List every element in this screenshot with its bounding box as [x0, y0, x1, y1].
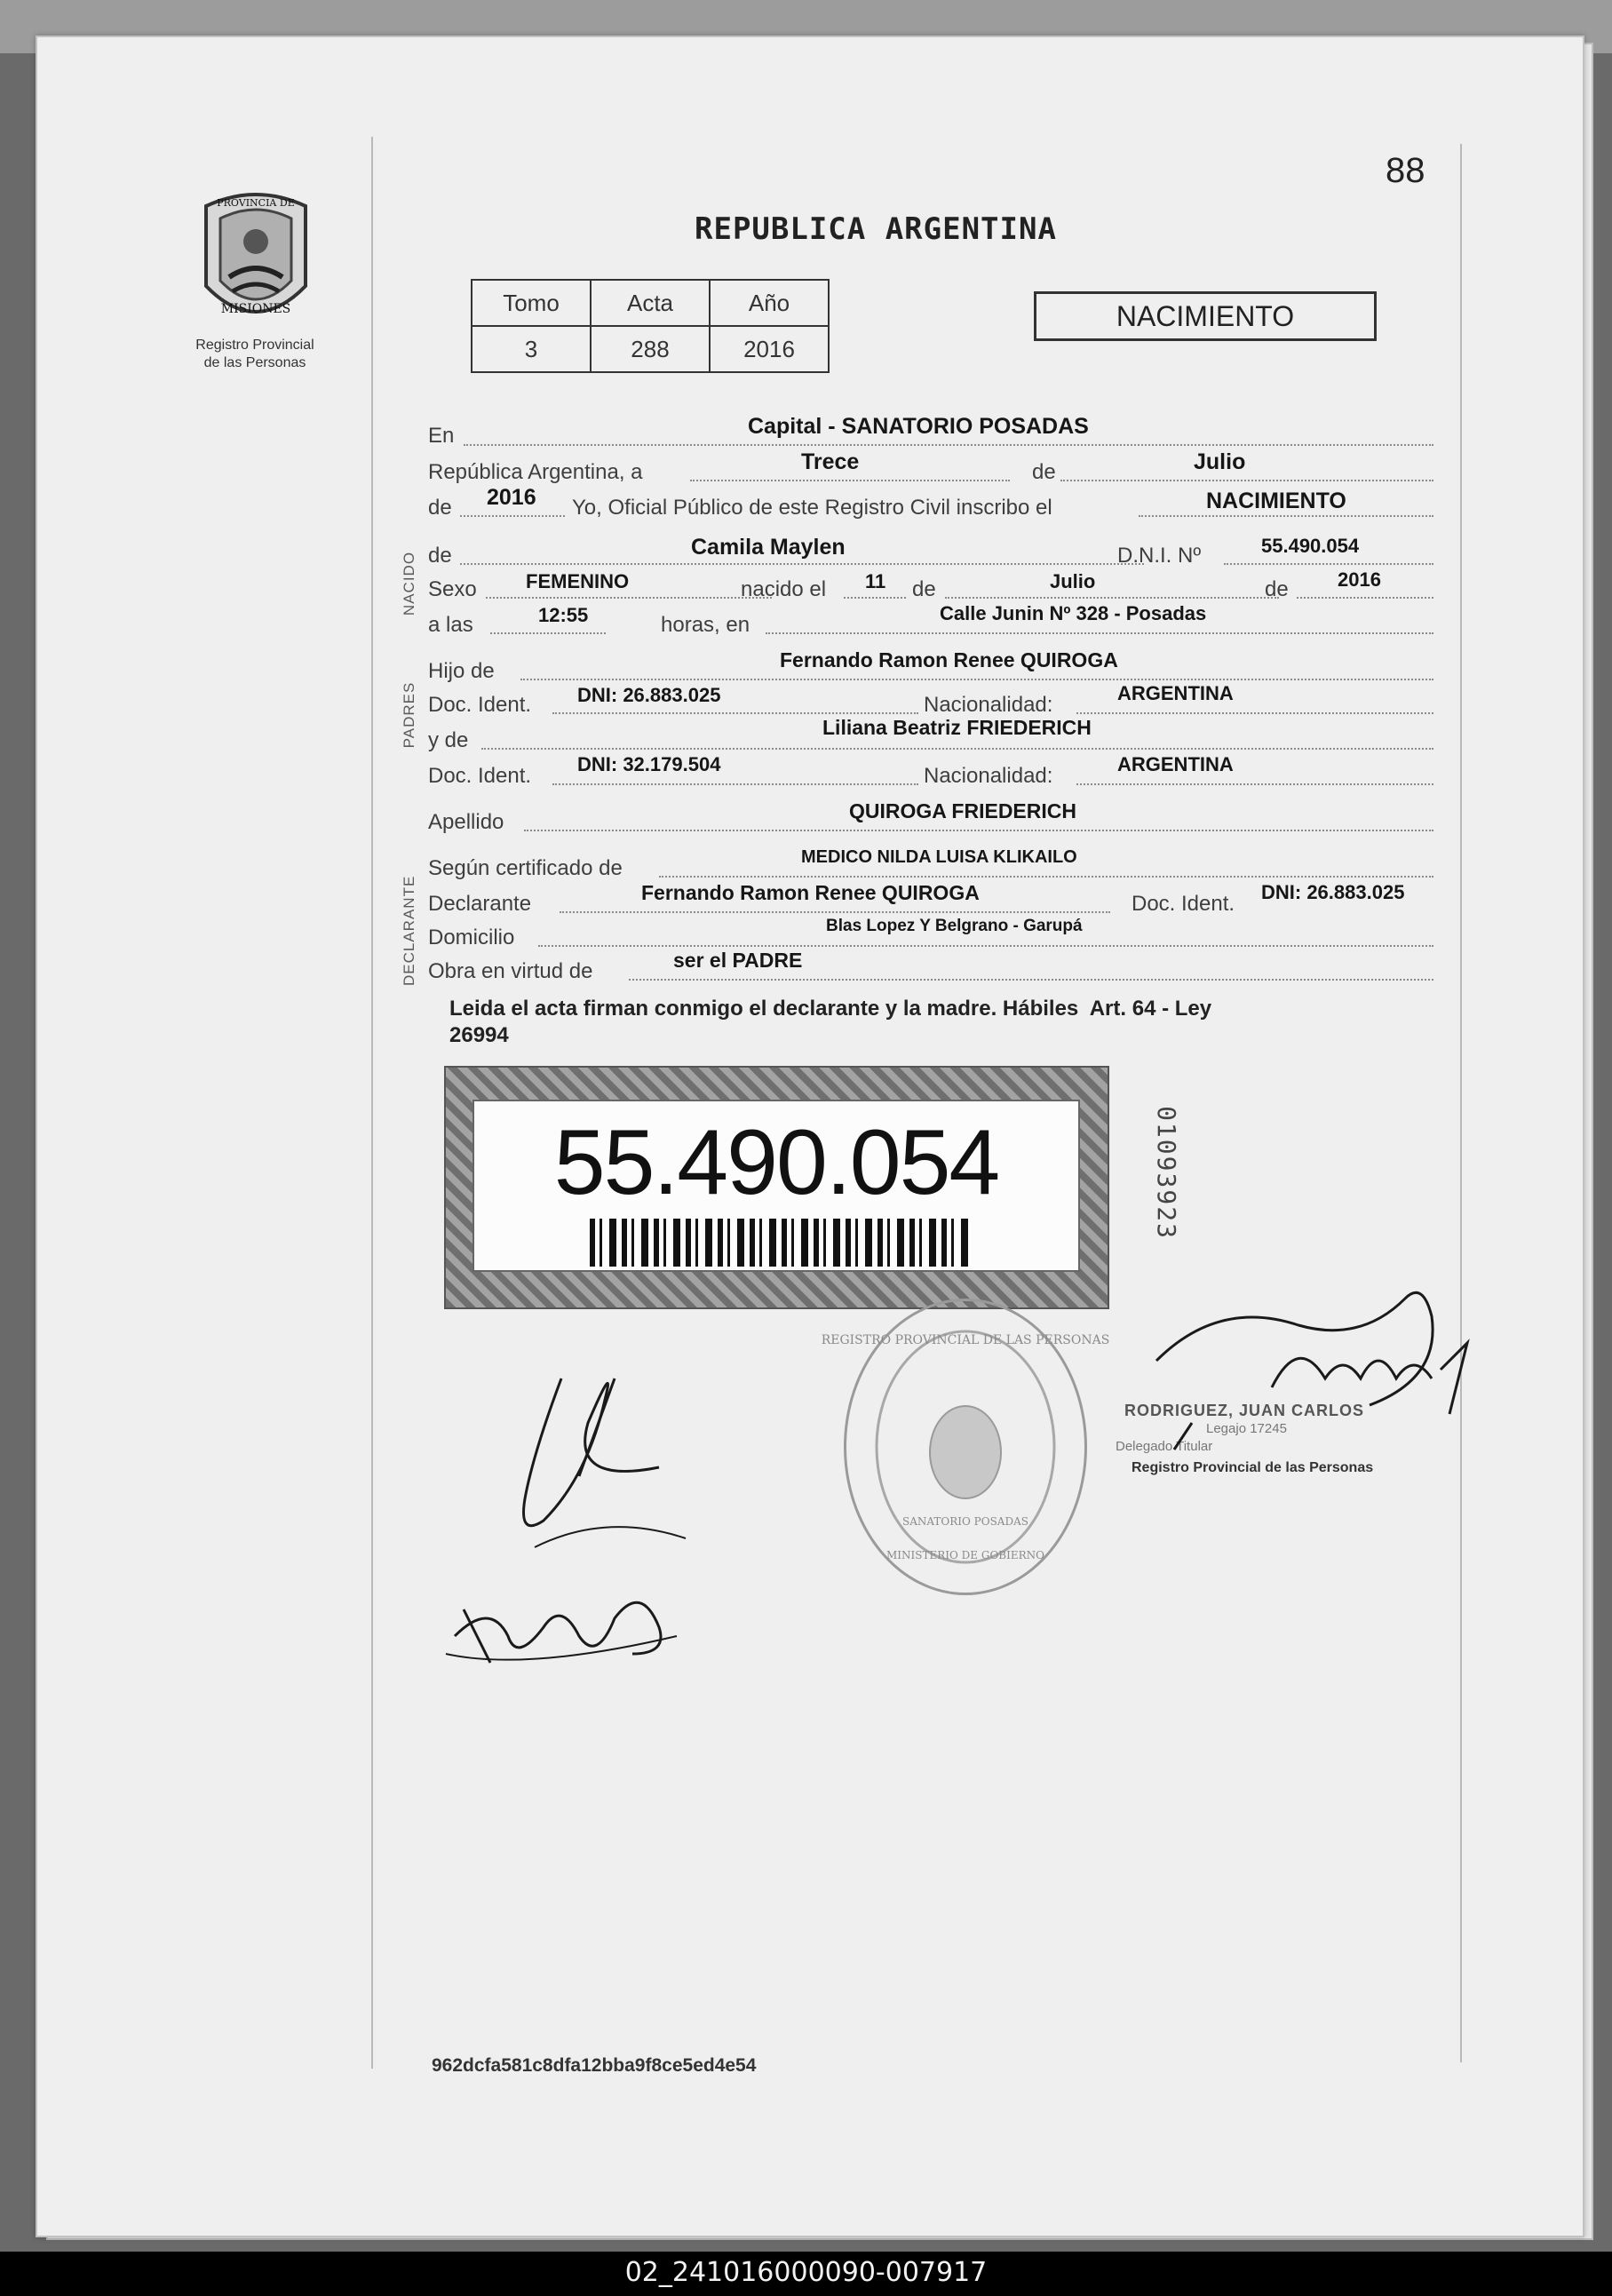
institution-line-1: Registro Provincial [195, 338, 314, 353]
value-hora: 12:55 [538, 604, 589, 626]
registry-table [471, 279, 830, 373]
label-nacionalidad-padre: Nacionalidad: [924, 693, 1053, 717]
value-dia-nac: 11 [865, 570, 886, 592]
label-de-name: de [428, 544, 452, 568]
value-lugar: Capital - SANATORIO POSADAS [748, 414, 1089, 439]
dots [486, 597, 772, 599]
footer-id: 02_241016000090-007917 [624, 2257, 988, 2288]
value-declarante-doc: DNI: 26.883.025 [1261, 881, 1405, 903]
seal-inner-text: SANATORIO POSADAS [902, 1515, 1028, 1528]
side-label-declarante: DECLARANTE [401, 875, 417, 986]
dots [524, 830, 1433, 831]
value-domicilio: Blas Lopez Y Belgrano - Garupá [826, 917, 1083, 935]
label-doc-ident-padre: Doc. Ident. [428, 693, 532, 717]
closing-text-line-2: 26994 [449, 1023, 509, 1047]
header-anio: Año [710, 280, 829, 326]
dots [844, 597, 906, 599]
stamp-line-4: Registro Provincial de las Personas [1132, 1460, 1374, 1475]
dots [1060, 480, 1433, 481]
logo-top-text: PROVINCIA DE [217, 197, 295, 209]
label-y-de: y de [428, 728, 469, 752]
page-number: 88 [1386, 151, 1425, 190]
coat-of-arms-logo [194, 188, 318, 330]
value-lugar-nac: Calle Junin Nº 328 - Posadas [940, 602, 1207, 624]
document-title: REPUBLICA ARGENTINA [695, 211, 1057, 247]
value-sexo: FEMENINO [526, 570, 630, 592]
dots [520, 679, 1433, 680]
value-nombre: Camila Maylen [691, 535, 846, 560]
dots [538, 945, 1433, 947]
left-margin-line [371, 137, 373, 2069]
barcode [590, 1219, 972, 1267]
label-de-month: de [1032, 460, 1056, 484]
side-label-nacido: NACIDO [401, 551, 417, 616]
dots [460, 563, 1144, 565]
value-padre-nac: ARGENTINA [1117, 682, 1234, 704]
dots [1076, 783, 1433, 785]
value-acta: 288 [591, 326, 710, 372]
header-tomo: Tomo [472, 280, 591, 326]
side-label-padres: PADRES [401, 681, 417, 749]
value-anio: 2016 [710, 326, 829, 372]
dots [1297, 597, 1433, 599]
dots [690, 480, 1010, 481]
label-hijo-de: Hijo de [428, 659, 495, 683]
dots [552, 783, 918, 785]
declarant-signature [481, 1343, 712, 1565]
round-seal [821, 1299, 1110, 1595]
label-doc-ident-madre: Doc. Ident. [428, 764, 532, 788]
dots [464, 444, 1433, 446]
label-domicilio: Domicilio [428, 926, 515, 949]
dots [766, 632, 1433, 634]
value-padre: Fernando Ramon Renee QUIROGA [780, 648, 1118, 671]
value-mes-nac: Julio [1050, 570, 1096, 592]
value-padre-doc: DNI: 26.883.025 [577, 684, 721, 706]
value-anio-nac: 2016 [1338, 568, 1381, 591]
dots [1224, 563, 1433, 565]
dni-sticker [444, 1066, 1109, 1309]
label-dni: D.N.I. Nº [1117, 544, 1202, 568]
value-certificado: MEDICO NILDA LUISA KLIKAILO [801, 847, 1077, 867]
document-hash: 962dcfa581c8dfa12bba9f8ce5ed4e54 [432, 2055, 757, 2076]
label-republica: República Argentina, a [428, 460, 643, 484]
value-apellido: QUIROGA FRIEDERICH [849, 799, 1076, 822]
label-horas-en: horas, en [661, 613, 750, 637]
certificate-sheet [36, 36, 1584, 2237]
mother-signature [437, 1547, 695, 1680]
label-obra: Obra en virtud de [428, 959, 593, 983]
label-de-anio: de [1265, 577, 1289, 601]
label-oficial: Yo, Oficial Público de este Registro Civil inscribo el [572, 496, 1052, 520]
seal-bottom-text: MINISTERIO DE GOBIERNO [886, 1549, 1044, 1561]
label-segun: Según certificado de [428, 856, 623, 880]
dots [629, 979, 1433, 981]
value-acto: NACIMIENTO [1206, 489, 1346, 513]
value-declarante: Fernando Ramon Renee QUIROGA [641, 881, 980, 904]
value-madre-nac: ARGENTINA [1117, 753, 1234, 775]
dots [490, 632, 606, 634]
seal-ring-text: REGISTRO PROVINCIAL DE LAS PERSONAS [821, 1333, 1110, 1347]
header-acta: Acta [591, 280, 710, 326]
closing-text-line-1: Leida el acta firman conmigo el declarante y la madre. Hábiles Art. 64 - Ley [449, 997, 1212, 1021]
label-en: En [428, 424, 455, 448]
logo-bottom-text: MISIONES [220, 302, 291, 316]
dots [1076, 712, 1433, 714]
value-tomo: 3 [472, 326, 591, 372]
dots [560, 911, 1110, 913]
institution-line-2: de las Personas [203, 355, 306, 370]
value-mes: Julio [1194, 449, 1246, 474]
sticker-label [472, 1100, 1080, 1272]
value-madre: Liliana Beatriz FRIEDERICH [822, 716, 1092, 739]
dots [460, 515, 565, 517]
dots [945, 597, 1279, 599]
value-dni: 55.490.054 [1261, 535, 1360, 557]
label-declarante: Declarante [428, 892, 532, 916]
right-margin-line [1460, 144, 1462, 2062]
label-nacionalidad-madre: Nacionalidad: [924, 764, 1053, 788]
label-doc-ident-declarante: Doc. Ident. [1132, 892, 1235, 916]
value-madre-doc: DNI: 32.179.504 [577, 753, 721, 775]
label-nacido-el: nacido el [741, 577, 827, 601]
dots [481, 748, 1433, 750]
label-de-mes: de [912, 577, 936, 601]
label-de-year: de [428, 496, 452, 520]
stamp-line-2: Legajo 17245 [1206, 1421, 1287, 1436]
official-signature [1139, 1245, 1494, 1476]
value-dia: Trece [801, 449, 860, 474]
label-apellido: Apellido [428, 810, 504, 834]
record-type-box: NACIMIENTO [1034, 291, 1377, 341]
stamp-line-3: Delegado Titular [1116, 1439, 1213, 1454]
label-a-las: a las [428, 613, 473, 637]
sticker-serial: 01093923 [1151, 1106, 1181, 1240]
dots [1139, 515, 1433, 517]
value-anio: 2016 [487, 485, 536, 510]
label-sexo: Sexo [428, 577, 477, 601]
dots [552, 712, 918, 714]
value-obra: ser el PADRE [673, 949, 803, 972]
sticker-number: 55.490.054 [553, 1111, 999, 1214]
stamp-line-1: RODRIGUEZ, JUAN CARLOS [1124, 1402, 1365, 1419]
dots [659, 876, 1433, 878]
